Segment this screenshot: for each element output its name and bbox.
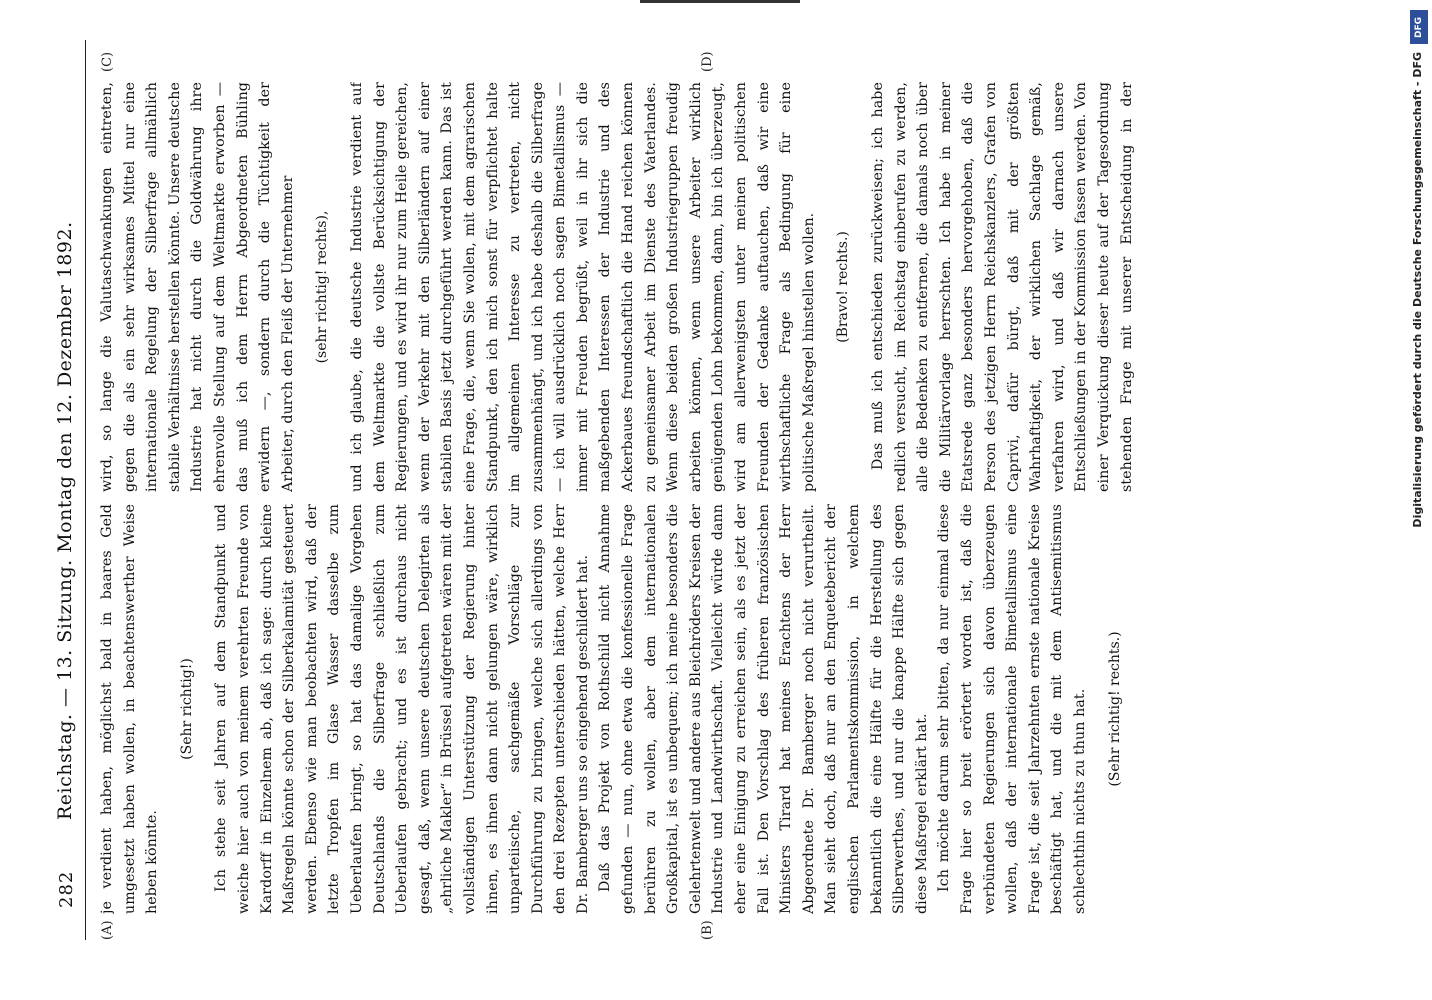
paragraph: und ich glaube, die deutsche Industrie verdient auf dem Weltmarkte die vollste Berücksichtigung der Regierungen, und es wird ihr nur zum Heile gereichen, wenn der Verkehr mit den Silberländern auf einer stabilen Basis jetzt durchgeführt werden kann. Das ist eine Frage, die, wenn Sie wollen, mit dem agrarischen Standpunkt, den ich mich sonst für verpflichtet halte im allgemeinen Interesse zu vertreten, nicht zusammenhängt, und ich habe deshalb die Silberfrage — ich will ausdrücklich noch sagen Bimetallismus — immer mit Freuden begrüßt, weil in ihr sich die maßgebenden Interessen der Industrie und des Ackerbaues freundschaftlich die Hand reichen können zu gemeinsamer Arbeit im Dienste des Vaterlandes. Wenn diese beiden großen Industriegruppen freudig arbeiten können, wenn unsere Arbeiter wirklich genügenden Lohn bekommen, dann, bin ich überzeugt, wird am allerwenigsten unter meinen politischen Freunden der Gedanke auftauchen, daß wir eine wirthschaftliche Frage als Bedingung für eine politische Maßregel hinstellen wollen. <box>348 82 817 492</box>
dfg-logo: DFG <box>1410 10 1428 44</box>
paragraph: Daß das Projekt von Rothschild nicht Annahme gefunden — nun, ohne etwa die konfessionelle Frage berühren zu wollen, aber dem internationalen Großkapital, ist es unbequem; ich meine besonders die Gelehrtenwelt und andere aus Bleichröders Kreisen der Industrie und Landwirthschaft. Vielleicht würde dann eher eine Einigung zu erreichen sein, als es jetzt der Fall ist. Den Vorschlag des früheren französischen Ministers Tirard hat meines Erachtens der Herr Abgeordnete Dr. Bamberger noch nicht verurtheilt. Man sieht doch, daß nur an den Enquetebericht der englischen Parlamentskommission, in welchem bekanntlich die eine Hälfte für die Herstellung des Silberwerthes, und nur die knappe Hälfte sich gegen diese Maßregel erklärt hat. <box>597 504 930 914</box>
margin-label-b: (B) <box>700 920 715 940</box>
interjection: (sehr richtig! rechts), <box>314 210 331 364</box>
paragraph: Ich möchte darum sehr bitten, da nur einmal diese Frage hier so breit erörtert worden ist, daß die verbündeten Regierungen sich davon überzeugen wollen, daß der internationale Bimetallismus eine Frage ist, die seit Jahrzehnten ernste nationale Kreise beschäftigt hat, und die mit dem Antisemitismus schlechthin nichts zu thun hat. <box>936 504 1088 914</box>
paragraph: je verdient haben, möglichst bald in baares Geld umgesetzt haben wollen, in beachtenswerther Weise heben könnte. <box>99 504 161 914</box>
page-number: 282 <box>56 870 77 908</box>
dfg-sidebar <box>1406 4 1432 994</box>
running-head-text: Reichstag. — 13. Sitzung. Montag den 12. Dezember 1892. <box>54 221 76 820</box>
interjection: (Sehr richtig!) <box>178 658 195 760</box>
margin-label-d: (D) <box>700 51 715 72</box>
digitization-note: Digitalisierung gefördert durch die Deutsche Forschungsgemeinschaft - DFG <box>1411 52 1424 528</box>
header-rule <box>85 40 86 940</box>
paragraph: Ich stehe seit Jahren auf dem Standpunkt und weiche hier auch von meinem verehrten Freunde von Kardorff in Einzelnem ab, daß ich sage: durch kleine Maßregeln könnte schon der Silberkalamität gesteuert werden. Ebenso wie man beobachten wird, daß der letzte Tropfen im Glase Wasser dasselbe zum Ueberlaufen bringt, so hat das damalige Vorgehen Deutschlands die Silberfrage schließlich zum Ueberlaufen gebracht; und es ist durchaus nicht gesagt, daß, wenn unsere deutschen Delegirten als „ehrliche Makler“ in Brüssel aufgetreten wären mit der vollständigen Unterstützung der Regierung hinter ihnen, es ihnen dann nicht gelungen wäre, wirklich unparteiische, sachgemäße Vorschläge zur Durchführung zu bringen, welche sich allerdings von den drei Rezepten unterschieden hätten, welche Herr Dr. Bamberger uns so eingehend geschildert hat. <box>213 504 591 914</box>
margin-label-c: (C) <box>100 51 115 72</box>
interjection: (Bravo! rechts.) <box>835 231 852 343</box>
text-column-right <box>96 82 1136 492</box>
paragraph: wird, so lange die Valutaschwankungen eintreten, gegen die als ein sehr wirksames Mittel nur eine internationale Regelung der Silberfrage allmählich stabile Verhältnisse herstellen könnte. Unsere deutsche Industrie hat nicht durch die Goldwährung ihre ehrenvolle Stellung auf dem Weltmarkte erworben — das muß ich dem Herrn Abgeordneten Bühling erwidern —, sondern durch die Tüchtigkeit der Arbeiter, durch den Fleiß der Unternehmer <box>99 82 296 492</box>
running-header <box>44 0 84 1000</box>
interjection: (Sehr richtig! rechts.) <box>1106 631 1123 787</box>
margin-label-a: (A) <box>100 920 115 940</box>
paragraph: Das muß ich entschieden zurückweisen; ich habe redlich versucht, im Reichstag einberufen zu werden, alle die Bedenken zu entfernen, die damals noch über die Militärvorlage herrschten. Ich habe in meiner Etatsrede ganz besonders hervorgehoben, daß die Person des jetzigen Herrn Reichskanzlers, Grafen von Caprivi, dafür bürgt, daß mit der größten Wahrhaftigkeit, der wirklichen Sachlage gemäß, verfahren wird, und daß wir darnach unsere Entschließungen in der Kommission fassen werden. Von einer Verquickung dieser heute auf der Tagesordnung stehenden Frage mit unserer Entscheidung in der <box>870 82 1135 492</box>
text-column-left <box>96 504 1136 914</box>
